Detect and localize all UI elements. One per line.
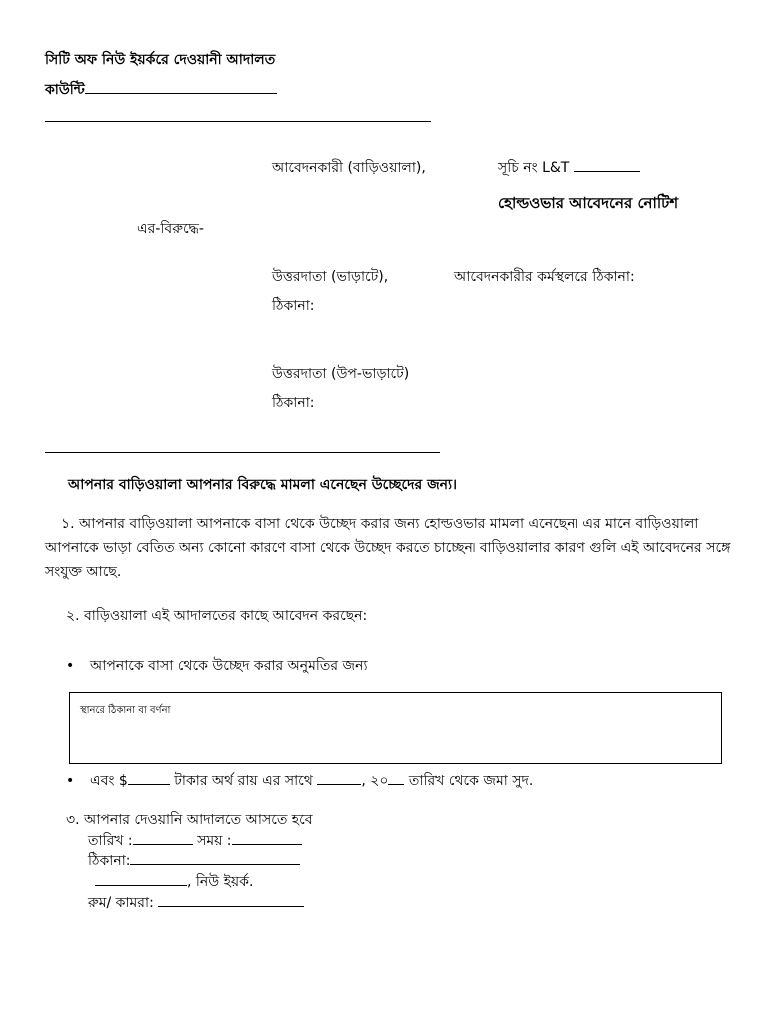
premises-box-label: স্থানরে ঠিকানা বা বর্ণনা — [80, 705, 171, 716]
bullet-1-glyph: • — [66, 658, 75, 674]
city-line — [95, 874, 253, 891]
notice-title: হোল্ডওভার আবেদনের নোটিশ — [498, 194, 679, 212]
date-label: তারিখ : — [88, 833, 133, 849]
borough-blank[interactable] — [95, 884, 187, 886]
respondent-tenant-label: উত্তরদাতা (ভাড়াটে), — [272, 269, 389, 285]
bullet-2-part-d: তারিখ থেকে জমা সুদ. — [404, 773, 534, 789]
room-line — [88, 895, 304, 912]
section-heading: আপনার বাড়িওয়ালা আপনার বিরুদ্ধে মামলা এনেছেন উচ্ছেদের জন্য। — [68, 477, 458, 493]
paragraph-3: ৩. আপনার দেওয়ানি আদালতে আসতে হবে — [66, 812, 313, 828]
room-blank[interactable] — [158, 905, 304, 907]
court-title: সিটি অফ নিউ ইয়র্করে দেওয়ানী আদালত — [45, 52, 276, 68]
premises-description-box[interactable] — [69, 692, 722, 764]
index-number-line — [498, 160, 640, 177]
date-blank[interactable] — [133, 843, 193, 845]
bullet-2-glyph: • — [66, 773, 75, 789]
county-blank[interactable] — [85, 92, 277, 94]
bullet-2-part-a: এবং $ — [90, 773, 128, 789]
caption-rule — [45, 452, 440, 453]
court-address-line — [88, 853, 300, 870]
year-blank[interactable] — [388, 783, 404, 785]
header-rule — [45, 121, 431, 122]
court-address-blank[interactable] — [130, 863, 300, 865]
respondent-subtenant-label: উত্তরদাতা (উপ-ভাড়াটে) — [272, 366, 410, 382]
interest-date-blank[interactable] — [317, 783, 361, 785]
county-line — [45, 82, 277, 99]
bullet-2-part-c: , ২০ — [361, 773, 389, 789]
bullet-1-text: আপনাকে বাসা থেকে উচ্ছেদ করার অনুমতির জন্য — [90, 658, 368, 674]
subtenant-address-label: ঠিকানা: — [272, 395, 315, 411]
county-label: কাউন্টি — [45, 82, 85, 98]
paragraph-1: ১. আপনার বাড়িওয়ালা আপনাকে বাসা থেকে উচ্ছেদ করার জন্য হোল্ডওভার মামলা এনেছেন৷ এর মানে বাড়িওয়ালা আপনাকে ভাড়া বেতিত অন্য কোনো কারণে বাসা থেকে উচ্ছেদ করতে চাচ্ছেন৷ বাড়িওয়ালার কারণ গুলি এই আবেদনের সঙ্গে সংযুক্ত আছে. — [45, 516, 731, 580]
room-label: রুম/ কামরা: — [88, 895, 159, 911]
court-address-label: ঠিকানা: — [88, 853, 131, 869]
petitioner-label: আবেদনকারী (বাড়িওয়ালা), — [272, 160, 426, 176]
paragraph-2: ২. বাড়িওয়ালা এই আদালতের কাছে আবেদন করছেন: — [66, 608, 368, 624]
petitioner-address-label: আবেদনকারীর কর্মস্থলরে ঠিকানা: — [454, 269, 635, 285]
amount-blank[interactable] — [128, 783, 170, 785]
date-time-line — [88, 833, 302, 850]
bullet-2-part-b: টাকার অর্থ রায় এর সাথে — [169, 773, 318, 789]
bullet-2-text — [90, 773, 533, 790]
index-number-blank[interactable] — [574, 170, 640, 172]
city-suffix: , নিউ ইয়র্ক. — [187, 874, 254, 890]
index-label: সূচি নং L&T — [498, 160, 570, 176]
against-label: এর-বিরুদ্ধে- — [137, 221, 204, 237]
time-label: সময় : — [192, 833, 232, 849]
tenant-address-label: ঠিকানা: — [272, 298, 315, 314]
time-blank[interactable] — [232, 843, 302, 845]
